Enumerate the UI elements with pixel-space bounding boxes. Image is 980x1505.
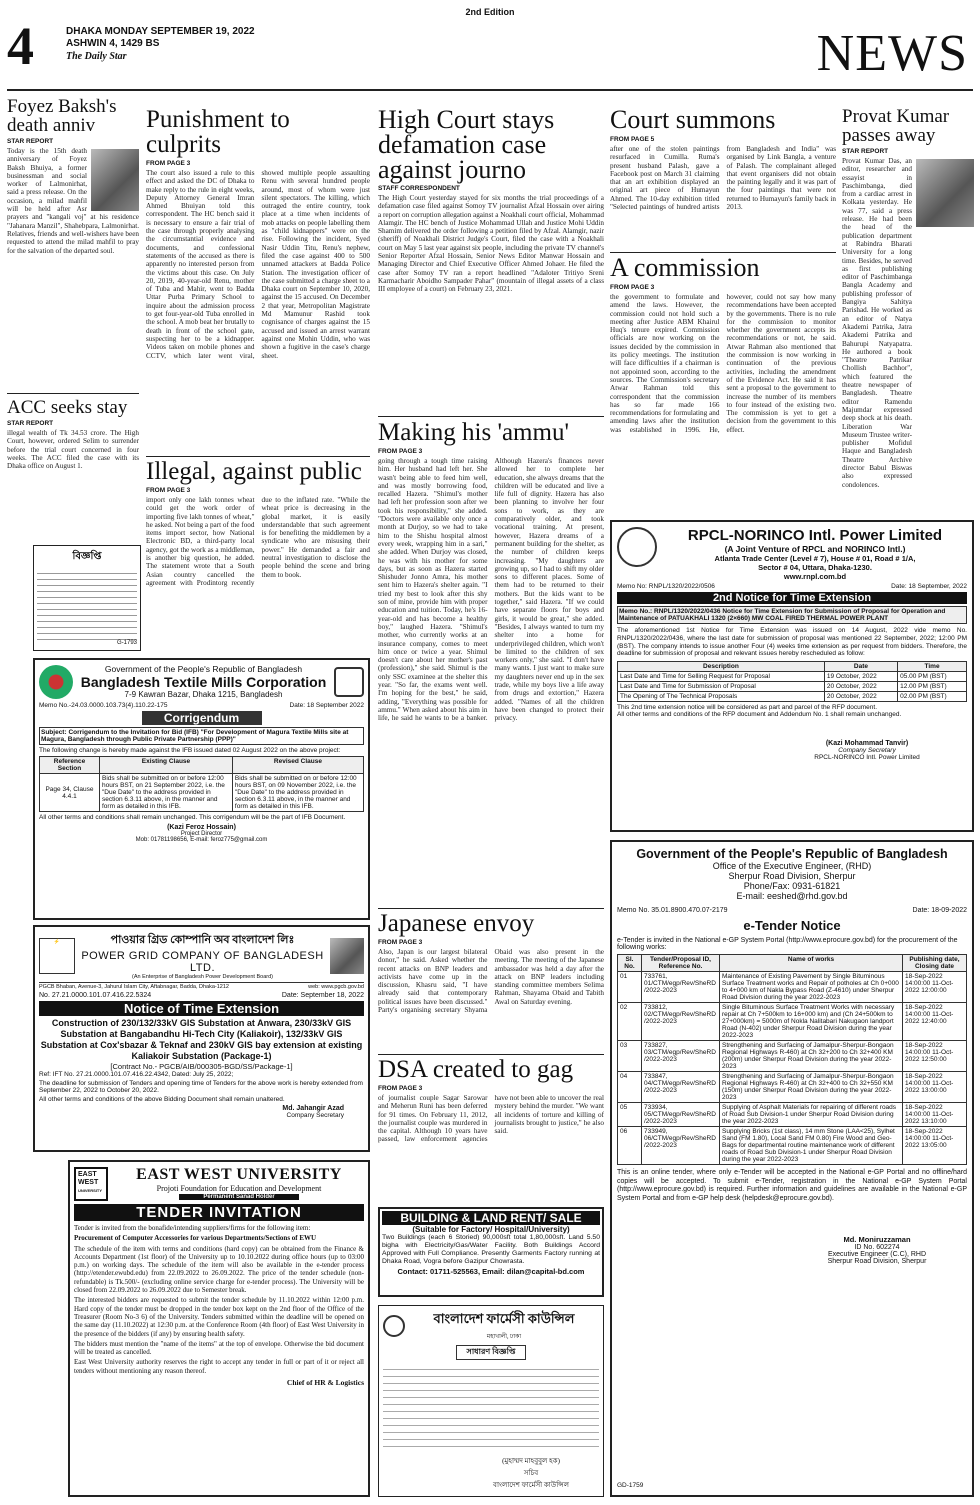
rhd-signer-title: Executive Engineer (C.C), RHD	[827, 1251, 927, 1258]
rhd-cell: 733827, 03/CTM/egp/Rev/SheRD /2022-2023	[642, 1041, 720, 1072]
bigganpti-ref: G-1793	[116, 640, 137, 646]
btmc-th: Revised Clause	[232, 757, 363, 774]
illegal-body: import only one lakh tonnes wheat could get the work order of importing five lakh tonnes of wheat," he asked. Not being a part of the food items import sector, how National Electronic BD, a third-party local agency, got the work as a middleman, is another big question, he added. The statement wrote that a South Asian country cancelled the agreement with Prodintorg recently due to the inflated rate. "While the wheat price is decreasing in the global market, it is easily understandable that such agreement is for benefiting the middlemen by a syndicate who are misusing their power." He demanded a fair and neutral investigation to disclose the people behind the scene and bring them to book.	[146, 496, 370, 587]
ewu-logo-text: EAST WEST	[78, 1170, 99, 1186]
rhd-cell: Supplying Bricks (1st class), 14 mm Stone (LAA<25), Sylhet Sand (FM 1.80), Local Sand FM 0.80) Fire Wood and Geo-Bags for departmental routine maintenance work of different roads of Road Sub Division-1 under Sherpur Road Division during the year 2022-2023	[720, 1127, 903, 1165]
ammu-label: FROM PAGE 3	[378, 448, 423, 455]
pgcb-other: All other terms and conditions of the above Bidding Document shall remain unaltered.	[39, 1096, 285, 1103]
rpcl-signer-org: RPCL-NORINCO Intl. Power Limited	[814, 754, 920, 762]
building-contact: Contact: 01711-525563, Email: dilan@capital-bd.com	[397, 1267, 585, 1276]
btmc-td: Bids shall be submitted on or before 12:00 hours BST, on 09 November 2022, i.e. the "Due Date" to the address provided in section 6.3.11 above, in the manner and form as detailed in this IFB.	[232, 774, 363, 812]
dsa-story	[378, 1057, 604, 1178]
pgcb-web: web: www.pgcb.gov.bd	[308, 984, 364, 990]
section-title: NEWS	[816, 25, 968, 82]
ewu-sub: Projoti Foundation for Education and Development	[156, 1184, 322, 1193]
rhd-row	[618, 972, 967, 1003]
provat-story	[842, 107, 974, 534]
bigganpti-title: বিজ্ঞপ্তি	[72, 551, 102, 562]
bangla-date: ASHWIN 4, 1429 BS	[66, 38, 160, 49]
japanese-headline: Japanese envoy	[378, 910, 535, 937]
pgcb-banner: Notice of Time Extension	[39, 1001, 364, 1016]
hc-byline: STAFF CORRESPONDENT	[378, 185, 460, 192]
provat-byline: STAR REPORT	[842, 148, 889, 155]
rpcl-banner: 2nd Notice for Time Extension	[617, 592, 967, 604]
rhd-cell: 18-Sep-2022 14:00:00 11-Oct-2022 13:00:00	[903, 1072, 967, 1103]
illegal-label: FROM PAGE 3	[146, 487, 191, 494]
rpcl-cell: 20 October, 2022	[824, 692, 897, 702]
building-sub: (Suitable for Factory/ Hospital/University)	[412, 1225, 570, 1234]
rpcl-rows	[618, 672, 967, 702]
punishment-body: The court also issued a rule to this effect and asked the DC of Dhaka to make reply to the rule in eight weeks, Deputy Attorney General Imran Ahmed Bhuiyan told this correspondent. The HC bench said it is necessary to ensure a fair trial of the case through properly analysing the circumstantial evidence and documents, and confessional statements of the accused as there is apparently no interested person from the victims about this case. On July 20, 2019, 40-year-old Renu, mother of Tuba and Mahir, went to Badda Uttar Purba Primary School to inquire about the admission process to get four-year-old Tuba enrolled in the school. A mob beat her brutally to death in front of the school gate, suspecting her to be a kidnapper. Videos taken on mobile phones and CCTV, which later went viral, showed multiple people assaulting Renu with several hundred people around, most of whom were just silent spectators. The killing, which outraged the entire country, took place at a time when incidents of mob attacks on people labelling them as "child kidnappers" were on the rise. Following the incident, Syed Nasir Uddin Titu, Renu's nephew, filed the case against 400 to 500 unnamed attackers at Badda Police Station. The investigation officer of the case submitted a charge sheet to a Dhaka court on September 10, 2020, against the 15 accused. On December 2 that year, Metropolitan Magistrate Md Mamunur Rashid took cognisance of charges against the 15 accused and issued an arrest warrant against one Mohin Uddin, who was shown a fugitive in the case's charge sheet.	[146, 169, 370, 360]
rpcl-memo: Memo No: RNPL/1320/2022/0506	[617, 583, 715, 590]
btmc-ad	[33, 658, 370, 920]
pgcb-signer: Md. Jahangir Azad	[282, 1105, 344, 1112]
rhd-footer: This is an online tender, where only e-Tender will be accepted in the National e-GP Portal and no offline/hard copies will be accepted. To submit e-Tender, registration in the National e-GP System Portal (http://www.eprocure.gov.bd) is required. Further information and guidelines are available in the National e-GP System Portal and from e-GP help desk (helpdesk@eprocure.gov.bd).	[617, 1169, 967, 1202]
rpcl-cell: The Opening of The Technical Proposals	[618, 692, 825, 702]
provat-headline: Provat Kumar passes away	[842, 106, 950, 146]
rhd-intro: e-Tender is invited in the National e-GP System Portal (http://www.eprocure.gov.bd) for the procurement of the following works:	[617, 937, 958, 951]
btmc-banner: Corrigendum	[142, 711, 262, 725]
btmc-td: Bids shall be submitted on or before 12:00 hours BST, on 21 September 2022, i.e. the "Due Date" to the address provided in section 6.3.11 above, in the manner and form as detailed in this IFB.	[100, 774, 233, 812]
ewu-ad	[68, 1160, 370, 1497]
rpcl-memo2: Memo No.: RNPL/1320/2022/0436 Notice for Time Extension for Submission of Proposal for Operation and Maintenance of PATUAKHALI 1320 (2×660) MW COAL FIRED THERMAL POWER PLANT	[617, 606, 967, 624]
paper-logo: The Daily Star	[66, 51, 127, 62]
rhd-row	[618, 1072, 967, 1103]
rhd-table	[617, 954, 967, 1165]
ammu-story	[378, 420, 604, 912]
rpcl-date: Date: 18 September, 2022	[891, 583, 967, 590]
rpcl-footer2: All other terms and conditions of the RFP document and Addendum No. 1 shall remain unchanged.	[617, 711, 902, 719]
ewu-signer: Chief of HR & Logistics	[286, 1378, 364, 1388]
rhd-signer: Md. Moniruzzaman	[843, 1235, 911, 1244]
btmc-th: Reference Section	[40, 757, 100, 774]
provat-photo	[916, 159, 974, 227]
rpcl-table	[617, 661, 967, 702]
rhd-office: Office of the Executive Engineer, (RHD)	[712, 861, 872, 871]
rhd-cell: 733812, 02/CTM/egp/Rev/SheRD /2022-2023	[642, 1003, 720, 1041]
illegal-headline: Illegal, against public	[146, 458, 362, 485]
ewu-p3: The bidders must mention the "name of the items" at the top of envelope. Otherwise the bid document will be treated as cancelled.	[74, 1339, 364, 1357]
rhd-th: Sl. No.	[618, 955, 642, 972]
page-number: 4	[7, 16, 34, 76]
punishment-headline: Punishment to culprits	[146, 106, 290, 158]
hc-story	[378, 107, 604, 420]
bigganpti-ad	[33, 545, 141, 651]
rpcl-logo-icon	[617, 527, 657, 567]
rhd-row	[618, 1003, 967, 1041]
rhd-th: Tender/Proposal ID, Reference No.	[642, 955, 720, 972]
rpcl-cell: Last Date and Time for Selling Request for Proposal	[618, 672, 825, 682]
bigganpti-text	[37, 568, 137, 640]
provat-body: Provat Kumar Das, an editor, researcher and essayist in Paschimbanga, died from a cardiac arrest in Kolkata yesterday. He was 77, said a press release. He had been the head of the publication department at Rabindra Bharati University for a long time. Besides, he served as first publishing editor of Paschimbanga Bangla Academy and publishing professor of Bangiya Sahitya Parishad. He worked as an editor of Natya Akademi Patrika, Jatra Akademi Patrika and Bahurupi Natyapatra. He authored a book "Theatre Patrikar Chollish Bachhor", which featured the theatre newspaper of Bangladesh. Theatre editor Ramendu Majumdar expressed deep shock at his death. Liberation War Museum Trustee writer-publisher Mofidul Haque and Bangladesh Theatre Archive director Babul Biswas also expressed condolences.	[842, 157, 912, 489]
rpcl-address2: Sector # 04, Uttara, Dhaka-1230.	[758, 563, 872, 572]
rhd-cell: 18-Sep-2022 14:00:00 11-Oct-2022 12:50:00	[903, 1041, 967, 1072]
rhd-signer-id: ID No. 602274	[854, 1244, 900, 1251]
commission-body: the government to formulate and amend the laws. However, the commission could not hold such a meeting after Justice ABM Khairul Huq's tenure expired. Commission officials are now working on the issues decided by the commission in its policy meetings. The institution will face difficulties if a chairman is not appointed soon, according to the sources. The Commission's secretary Atwar Rahman told this correspondent that the commission has so far made 166 recommendations for formulating and amending laws after the institution was established in 1996. He, however, could not say how many recommendations have been accepted by the governments. There is no rule for the commission to monitor whether the government accepts its recommendations or not, he said. Atwar Rahman also mentioned that the commission is now working in continuation of the previous activities, including the amendment of the Evidence Act. He said it has sent a proposal to the government to increase the number of its members to four instead of the existing two. The commission is yet to get a decision from the government to this effect.	[610, 293, 836, 434]
foyez-byline: STAR REPORT	[7, 138, 54, 145]
rpcl-th: Description	[618, 662, 825, 672]
rhd-cell: Strengthening and Surfacing of Jamalpur-Sherpur-Bongaon Regional Highways R-460) at Ch 32+400 to Ch 32+550 KM (150m) under Sherpur Road Division during the year 2022-2023	[720, 1072, 903, 1103]
ewu-p1: The schedule of the item with terms and conditions (hard copy) can be obtained from the Finance & Accounts Department (1st floor) of the University up to 10.10.2022 during office hours (up to 03:00 p.m.) on working days. The schedule of the item will also be available in the e-tender process (http://etender.ewubd.edu) from 22.09.2022 to 26.09.2022. The price of the tender schedule (non-refundable) is Tk.500/- (excluding online service charge for e-tender process). The University will be closed from 22.09.2022 to 26.09.2022 due to Semester break.	[74, 1244, 364, 1295]
court-story	[610, 107, 836, 255]
pharmacy-ad	[378, 1305, 604, 1497]
pharmacy-signer-org: বাংলাদেশ ফার্মেসী কাউন্সিল	[493, 1481, 569, 1489]
rhd-cell: 733949, 06/CTM/egp/Rev/SheRD /2022-2023	[642, 1127, 720, 1165]
building-ad	[378, 1207, 604, 1297]
pgcb-logo-icon: ⚡	[39, 938, 75, 974]
pgcb-contract: [Contract No.- PGCB/AIB/000305-BGD/SS/Package-1]	[110, 1062, 293, 1071]
rpcl-signer-title: Company Secretary	[838, 747, 896, 755]
punishment-label: FROM PAGE 3	[146, 160, 191, 167]
ammu-headline: Making his 'ammu'	[378, 419, 569, 446]
rhd-cell: 02	[618, 1003, 642, 1041]
ewu-name: EAST WEST UNIVERSITY	[136, 1166, 342, 1183]
rhd-cell: 03	[618, 1041, 642, 1072]
rhd-cell: 18-Sep-2022 14:00:00 11-Oct-2022 13:10:00	[903, 1103, 967, 1127]
pharmacy-logo-icon	[383, 1315, 405, 1337]
pgcb-ref: Ref: IFT No. 27.21.0000.101.07.416.22.4342, Dated: July 25, 2022;	[39, 1071, 234, 1078]
rpcl-body: The aforementioned 1st Notice for Time Extension was issued on 14 August, 2022 vide memo No. RNPL/1320/2022/0436, where the last date for submission of proposal was mentioned 22 September, 2022; 12:00 PM (BST). The company intends to issue another Four (4) weeks time extension as per request from bidders. Therefore, the deadline for submission of proposal and relevant issues hereby rescheduled as follow:	[617, 627, 967, 658]
acc-headline: ACC seeks stay	[7, 397, 128, 418]
acc-story	[7, 398, 139, 470]
rpcl-address: Atlanta Trade Center (Level # 7), House # 01, Road # 1/A,	[714, 554, 916, 563]
rpcl-cell: 20 October, 2022	[824, 682, 897, 692]
rhd-gov: Government of the People's Republic of Bangladesh	[636, 847, 948, 861]
pgcb-date: Date: September 18, 2022	[281, 992, 364, 999]
btmc-address: 7-9 Kawran Bazar, Dhaka 1215, Bangladesh	[124, 690, 283, 699]
pharmacy-sub: মহাখালী, ঢাকা	[486, 1334, 522, 1340]
rhd-signer-org: Sherpur Road Division, Sherpur	[827, 1258, 927, 1265]
rpcl-cell: 02.00 PM (BST)	[898, 692, 967, 702]
rhd-cell: 06	[618, 1127, 642, 1165]
rhd-phone: Phone/Fax: 0931-61821	[743, 881, 841, 891]
rhd-cell: 01	[618, 972, 642, 1003]
pgcb-address: PGCB Bhaban, Avenue-3, Jahurul Islam City, Aftabnagar, Badda, Dhaka-1212	[39, 984, 229, 990]
pharmacy-notice: সাধারণ বিজ্ঞপ্তি	[456, 1345, 526, 1360]
btmc-intro: The following change is hereby made against the IFB issued dated 02 August 2022 on the above project:	[39, 747, 341, 754]
hc-headline: High Court stays defamation case against journo	[378, 105, 555, 184]
commission-headline: A commission	[610, 253, 760, 282]
ewu-tag: Permanent Sanad Holder	[179, 1194, 299, 1200]
pharmacy-name: বাংলাদেশ ফার্মেসী কাউন্সিল	[433, 1311, 575, 1326]
ewu-intro: Tender is invited from the bonafide/intending suppliers/firms for the following item:	[74, 1224, 311, 1232]
ewu-banner: TENDER INVITATION	[74, 1204, 364, 1221]
rhd-cell: 18-Sep-2022 14:00:00 11-Oct-2022 12:00:00	[903, 972, 967, 1003]
japanese-body: Also, Japan is our largest bilateral donor," he said. Asked whether the recent attacks on BNP leaders and activists have come up in the discussion, Khasru said, "I have already said that contemporary political issues have been discussed." Party's organising secretary Shyama Obaid was also present in the meeting. The meeting of the Japanese ambassador was held a day after the attack on BNP leaders including standing committee members Selima Rahman, Shayama Obaid and Tabith Awal on Saturday evening.	[378, 948, 604, 1015]
japanese-story	[378, 911, 604, 1054]
btmc-name: Bangladesh Textile Mills Corporation	[80, 674, 327, 690]
btmc-logo-icon	[334, 667, 364, 697]
foyez-photo	[91, 149, 139, 211]
rhd-cell: 05	[618, 1103, 642, 1127]
rpcl-name: RPCL-NORINCO Intl. Power Limited	[687, 527, 943, 544]
pgcb-portrait	[330, 938, 364, 974]
dsa-label: FROM PAGE 3	[378, 1085, 423, 1092]
divider	[378, 908, 604, 909]
btmc-date: Date: 18 September 2022	[289, 702, 364, 709]
btmc-contact: Mob: 01781198656, E-mail: feroz775@gmail.com	[135, 837, 268, 843]
btmc-gov: Government of the People's Republic of Bangladesh	[104, 664, 303, 674]
foyez-headline: Foyez Baksh's death anniv	[7, 96, 117, 136]
acc-byline: STAR REPORT	[7, 420, 54, 427]
rhd-cell: 733847, 04/CTM/egp/Rev/SheRD /2022-2023	[642, 1072, 720, 1103]
rpcl-ad	[610, 520, 974, 832]
rpcl-row	[618, 682, 967, 692]
divider	[7, 393, 139, 394]
btmc-table	[39, 756, 364, 812]
punishment-story	[146, 107, 370, 493]
japanese-label: FROM PAGE 3	[378, 939, 423, 946]
hc-body: The High Court yesterday stayed for six months the trial proceedings of a defamation case filed against Somoy TV journalist Afzal Hossain over airing a report on corruption allegation against a Noakhali court official, Mohammad Alamgir. The HC bench of Justice Mohammad Ullah and Justice Mohi Uddin Shamim delivered the order following a petition filed by Afzal. Alamgir, nazir (sheriff) of Noakhali District Judge's Court, filed the case with a Noakhali court on May 5 last year against six people, including the private TV channel's Senior Reporter Afzal Hossain, Senior News Editor Manwar Hossain and Managing Director and Chief Executive Officer Ahmed Johaer. He filed the case after Somoy TV ran a report headlined "Adaloter Tritiyo Sreni Karmacharir Aboidho Sampader Pahar" (mountain of illegal assets of a class III employee of a court) on February 23, 2021.	[378, 194, 604, 294]
rhd-ref: GD-1759	[617, 1482, 644, 1489]
rhd-date: Date: 18-09-2022	[912, 907, 967, 914]
btmc-footer: All other terms and conditions shall remain unchanged. This corrigendum will be the part of IFB Document.	[39, 814, 346, 821]
rhd-row	[618, 1041, 967, 1072]
rhd-email: E-mail: eeshed@rhd.gov.bd	[736, 891, 848, 901]
dsa-headline: DSA created to gag	[378, 1056, 574, 1083]
rpcl-footer1: This 2nd time extension notice will be considered as part and parcel of the RFP document.	[617, 704, 878, 712]
rhd-cell: 18-Sep-2022 14:00:00 11-Oct-2022 13:05:00	[903, 1127, 967, 1165]
rhd-ad	[610, 840, 974, 1497]
rhd-cell: 04	[618, 1072, 642, 1103]
acc-body: illegal wealth of Tk 34.53 crore. The High Court, however, ordered Selim to surrender before the trial court concerned in four weeks. The ACC filed the case with its Dhaka office on August 1.	[7, 429, 139, 471]
rpcl-cell: 19 October, 2022	[824, 672, 897, 682]
rhd-cell: Supplying of Asphalt Materials for repairing of different roads of Road Sub Division-1 under Sherpur Road Division during the year 2022-2023	[720, 1103, 903, 1127]
building-title: BUILDING & LAND RENT/ SALE	[382, 1211, 600, 1225]
rhd-th: Publishing date, Closing date	[903, 955, 967, 972]
rpcl-th: Date	[824, 662, 897, 672]
divider	[146, 456, 370, 457]
rhd-division: Sherpur Road Division, Sherpur	[728, 871, 856, 881]
rpcl-row	[618, 692, 967, 702]
rpcl-signer: (Kazi Mohammad Tanvir)	[825, 740, 909, 748]
pharmacy-signer-title: সচিব	[523, 1469, 539, 1477]
ewu-p4: East West University authority reserves the right to accept any tender in full or part of it or reject all tenders without mentioning any reason thereof.	[74, 1358, 364, 1375]
btmc-signer: (Kazi Feroz Hossain)	[167, 824, 236, 831]
pgcb-name: POWER GRID COMPANY OF BANGLADESH LTD.	[81, 950, 324, 974]
rpcl-cell: Last Date and Time for Submission of Proposal	[618, 682, 825, 692]
pharmacy-text	[383, 1363, 599, 1451]
pharmacy-signer: (মুহাম্মদ মাহবুবুল হক)	[502, 1457, 560, 1465]
pgcb-bn-name: পাওয়ার গ্রিড কোম্পানি অব বাংলাদেশ লিঃ	[110, 934, 295, 946]
commission-label: FROM PAGE 3	[610, 284, 655, 291]
btmc-signer-title: Project Director	[180, 831, 223, 837]
btmc-memo: Memo No.-24.03.0000.103.73(4).110.22-175	[39, 702, 168, 709]
pgcb-signer-title: Company Secretary	[286, 1112, 344, 1119]
divider	[378, 1054, 604, 1055]
divider	[378, 416, 604, 417]
rhd-cell: Maintenance of Existing Pavement by Single Bituminous Surface Treatment works and Repair of potholes at Ch 0+000 to 4+000 km of Nakla Bypass Road (Z-4610) under Sherpur Road Division during the year 2022-2023	[720, 972, 903, 1003]
rpcl-row	[618, 672, 967, 682]
court-headline: Court summons	[610, 105, 776, 134]
rpcl-th: Time	[898, 662, 967, 672]
rhd-row	[618, 1103, 967, 1127]
btmc-td: Page 34, Clause 4.4.1	[40, 774, 100, 812]
rpcl-cell: 05.00 PM (BST)	[898, 672, 967, 682]
foyez-story	[7, 97, 139, 255]
masthead-rule	[7, 89, 973, 91]
dateline: DHAKA MONDAY SEPTEMBER 19, 2022	[66, 26, 255, 37]
ewu-logo-text2: UNIVERSITY	[78, 1187, 103, 1193]
edition-label: 2nd Edition	[465, 7, 515, 17]
dsa-body: of journalist couple Sagar Sarowar and Meherun Runi has been deferred for 91 times. On February 11, 2012, the journalist couple was murdered in the capital. Although 10 years have passed, law enforcement agencies have not been able to uncover the real mystery behind the murder. "We want all incidents of torture and killing of journalists brought to justice," he also said.	[378, 1094, 604, 1144]
building-body: Two Buildings (each 6 Storied) 90,000sft total 1,80,000sft. Land 5.50 bigha with Electricity/Gas/Water Facility. Both Buildings Accord Approved with Full Compliance. Presently Garments Factory running at Dhaka Road, Vogra before Gazipur Chowrasta.	[382, 1234, 600, 1265]
rhd-rows	[618, 972, 967, 1165]
rhd-cell: 18-Sep-2022 14:00:00 11-Oct-2022 12:40:00	[903, 1003, 967, 1041]
btmc-th: Existing Clause	[100, 757, 233, 774]
btmc-subject: Subject: Corrigendum to the Invitation for Bid (IFB) "For Development of Magura Textile Mills site at Magura, Bangladesh through Public Private Partnership (PPP)"	[39, 727, 364, 745]
court-label: FROM PAGE 5	[610, 136, 655, 143]
ammu-body: going through a tough time raising him. Her husband had left her. She wasn't being able to feed him well, and was mostly borrowing food, recalled Hazera. "Shimul's mother had left her profession soon after we took his responsibility," she added. "Doctors were available only once a month at Durjoy, so we had to take him to the Shishu hospital almost every week, wrapping him in a sari," she added. When Durjoy was closed, he was with his mother for some days, but as soon as Hazera started Shishuder Jonno Amra, his mother sent him to Hazera's shelter again. "I tried my best to look after this shy son of mine, provide him with proper education and tuition. Today, he's 16-year-old and has become a healthy boy," laughed Hazera. "Shimul's mother, who currently works at an insurance company, comes to meet him once or twice a year. Shimul doesn't care about her mother's past (profession)," she said. Shimul is the only SSC examinee at the shelter this year. "So far, the exams went well. I'm hoping for the best," he said, adding, "Everything was possible for ammu." When asked about his aim in life, he said he wants to be a banker. Although Hazera's finances never allowed her to complete her education, she always dreams that the children will be educated and live a life full of dignity. Hazera has also been planning to involve her four sons to work, as they are comparatively older, and took vocational training. At present, however, Hazera dreams of a permanent building for the shelter, as the number of children keeps increasing. "My daughters are growing up, so I had to shift my older sons to different places. Some of them had to be returned to their mothers. But the kids want to be together," said Hazera. "If we could have separate floors for boys and girls, it would be great," she added. "Besides, I always wanted to turn my shelter into a home for underprivileged children, which won't be limited to the children of sex workers only," she said. "I don't have many wants. I just want to make sure my daughters never end up in the sex trade, while my boys live a life away from drugs and extortion," Hazera added. "Names of all the children have been changed to protect their privacy.	[378, 457, 604, 723]
illegal-story	[146, 459, 370, 636]
ewu-p2: The interested bidders are requested to submit the tender schedule by 11.10.2022 within 12:00 p.m. Hard copy of the tender must be dropped in the tender box kept on the 2nd floor of the Office of the Treasurer (Room No-3 6) of the University. Tenders submitted within the deadline will be opened on the same day (11.10.2022) at 12:30 p.m. at the Conference Room (4th floor) of East West University in the presence of the bidders (if any) by ensuring health safety.	[74, 1296, 364, 1338]
pgcb-body: Construction of 230/132/33kV GIS Substation at Anwara, 230/33kV GIS Substation at Bangabandhu Hi-Tech City (Kaliakoir), 132/33kV GIS Substation at Cox'sbazar & Teknaf and 230kV GIS bay extension at existing Kaliakoir Substation (Package-1)	[40, 1018, 363, 1061]
commission-story	[610, 255, 836, 545]
rhd-banner: e-Tender Notice	[743, 918, 841, 933]
rhd-th: Name of works	[720, 955, 903, 972]
rhd-memo: Memo No. 35.01.8900.470.07-2179	[617, 907, 728, 914]
bd-emblem-icon	[39, 665, 73, 699]
rpcl-sub: (A Joint Venture of RPCL and NORINCO Intl.)	[724, 544, 906, 554]
pgcb-sub: (An Enterprise of Bangladesh Power Development Board)	[132, 974, 273, 980]
rhd-cell: 733934, 05/CTM/egp/Rev/SheRD /2022-2023	[642, 1103, 720, 1127]
rpcl-web: www.rnpl.com.bd	[783, 572, 847, 581]
ewu-logo	[74, 1167, 108, 1201]
pgcb-ad	[33, 925, 370, 1152]
rhd-cell: Single Bituminous Surface Treatment Works with necessary repair at Ch 7+500km to 16+000 km) and (Ch 24+500km to 27+000km) = 5000m of Nokla Nalitabari Nakugaon landport Road (N-402) under Sherpur Road Division during the year 2022-2023	[720, 1003, 903, 1041]
pgcb-no: No. 27.21.0000.101.07.416.22.5324	[39, 992, 152, 999]
rhd-cell: 733761, 01/CTM/egp/Rev/SheRD /2022-2023	[642, 972, 720, 1003]
court-body: after one of the stolen paintings resurfaced in Cumilla. Ruma's present husband Palash, gave a Facebook post on March 31 claiming that an art exhibition displayed an original art piece of Humayun Ahmed. The 10-day exhibition titled "Selected paintings of hundred artists from Bangladesh and India" was organised by Link Bangla, a venture of Palash. The complainant alleged that event organisers did not obtain the painting legally and it was part of the four paintings that were not returned to Humayun's family back in 2013.	[610, 145, 836, 212]
foyez-body: Today is the 15th death anniversary of Foyez Baksh Bhuiya, a former businessman and social worker of Lalmonirhat, said a press release. On the occasion, a milad mahfil will be held after Asr prayers and "kangali voj" at his residence "Jahanara Manzil", Shahebpara, Lalmonirhat. Relatives, friends and well-wishers have been requested to attend the milad mahfil to pray for the salvation of the departed soul.	[7, 147, 139, 255]
rpcl-cell: 12.00 PM (BST)	[898, 682, 967, 692]
rhd-row	[618, 1127, 967, 1165]
rhd-cell: Strengthening and Surfacing of Jamalpur-Sherpur-Bongaon Regional Highways R-460) at Ch 32+200 to Ch 32+400 KM (200m) under Sherpur Road Division during the year 2022-2023	[720, 1041, 903, 1072]
pgcb-deadline: The deadline for submission of Tenders and opening time of Tenders for the above work is hereby extended from September 22, 2022 to October 20, 2022.	[39, 1080, 363, 1094]
ewu-item: Procurement of Computer Accessories for various Departments/Sections of EWU	[74, 1234, 317, 1243]
